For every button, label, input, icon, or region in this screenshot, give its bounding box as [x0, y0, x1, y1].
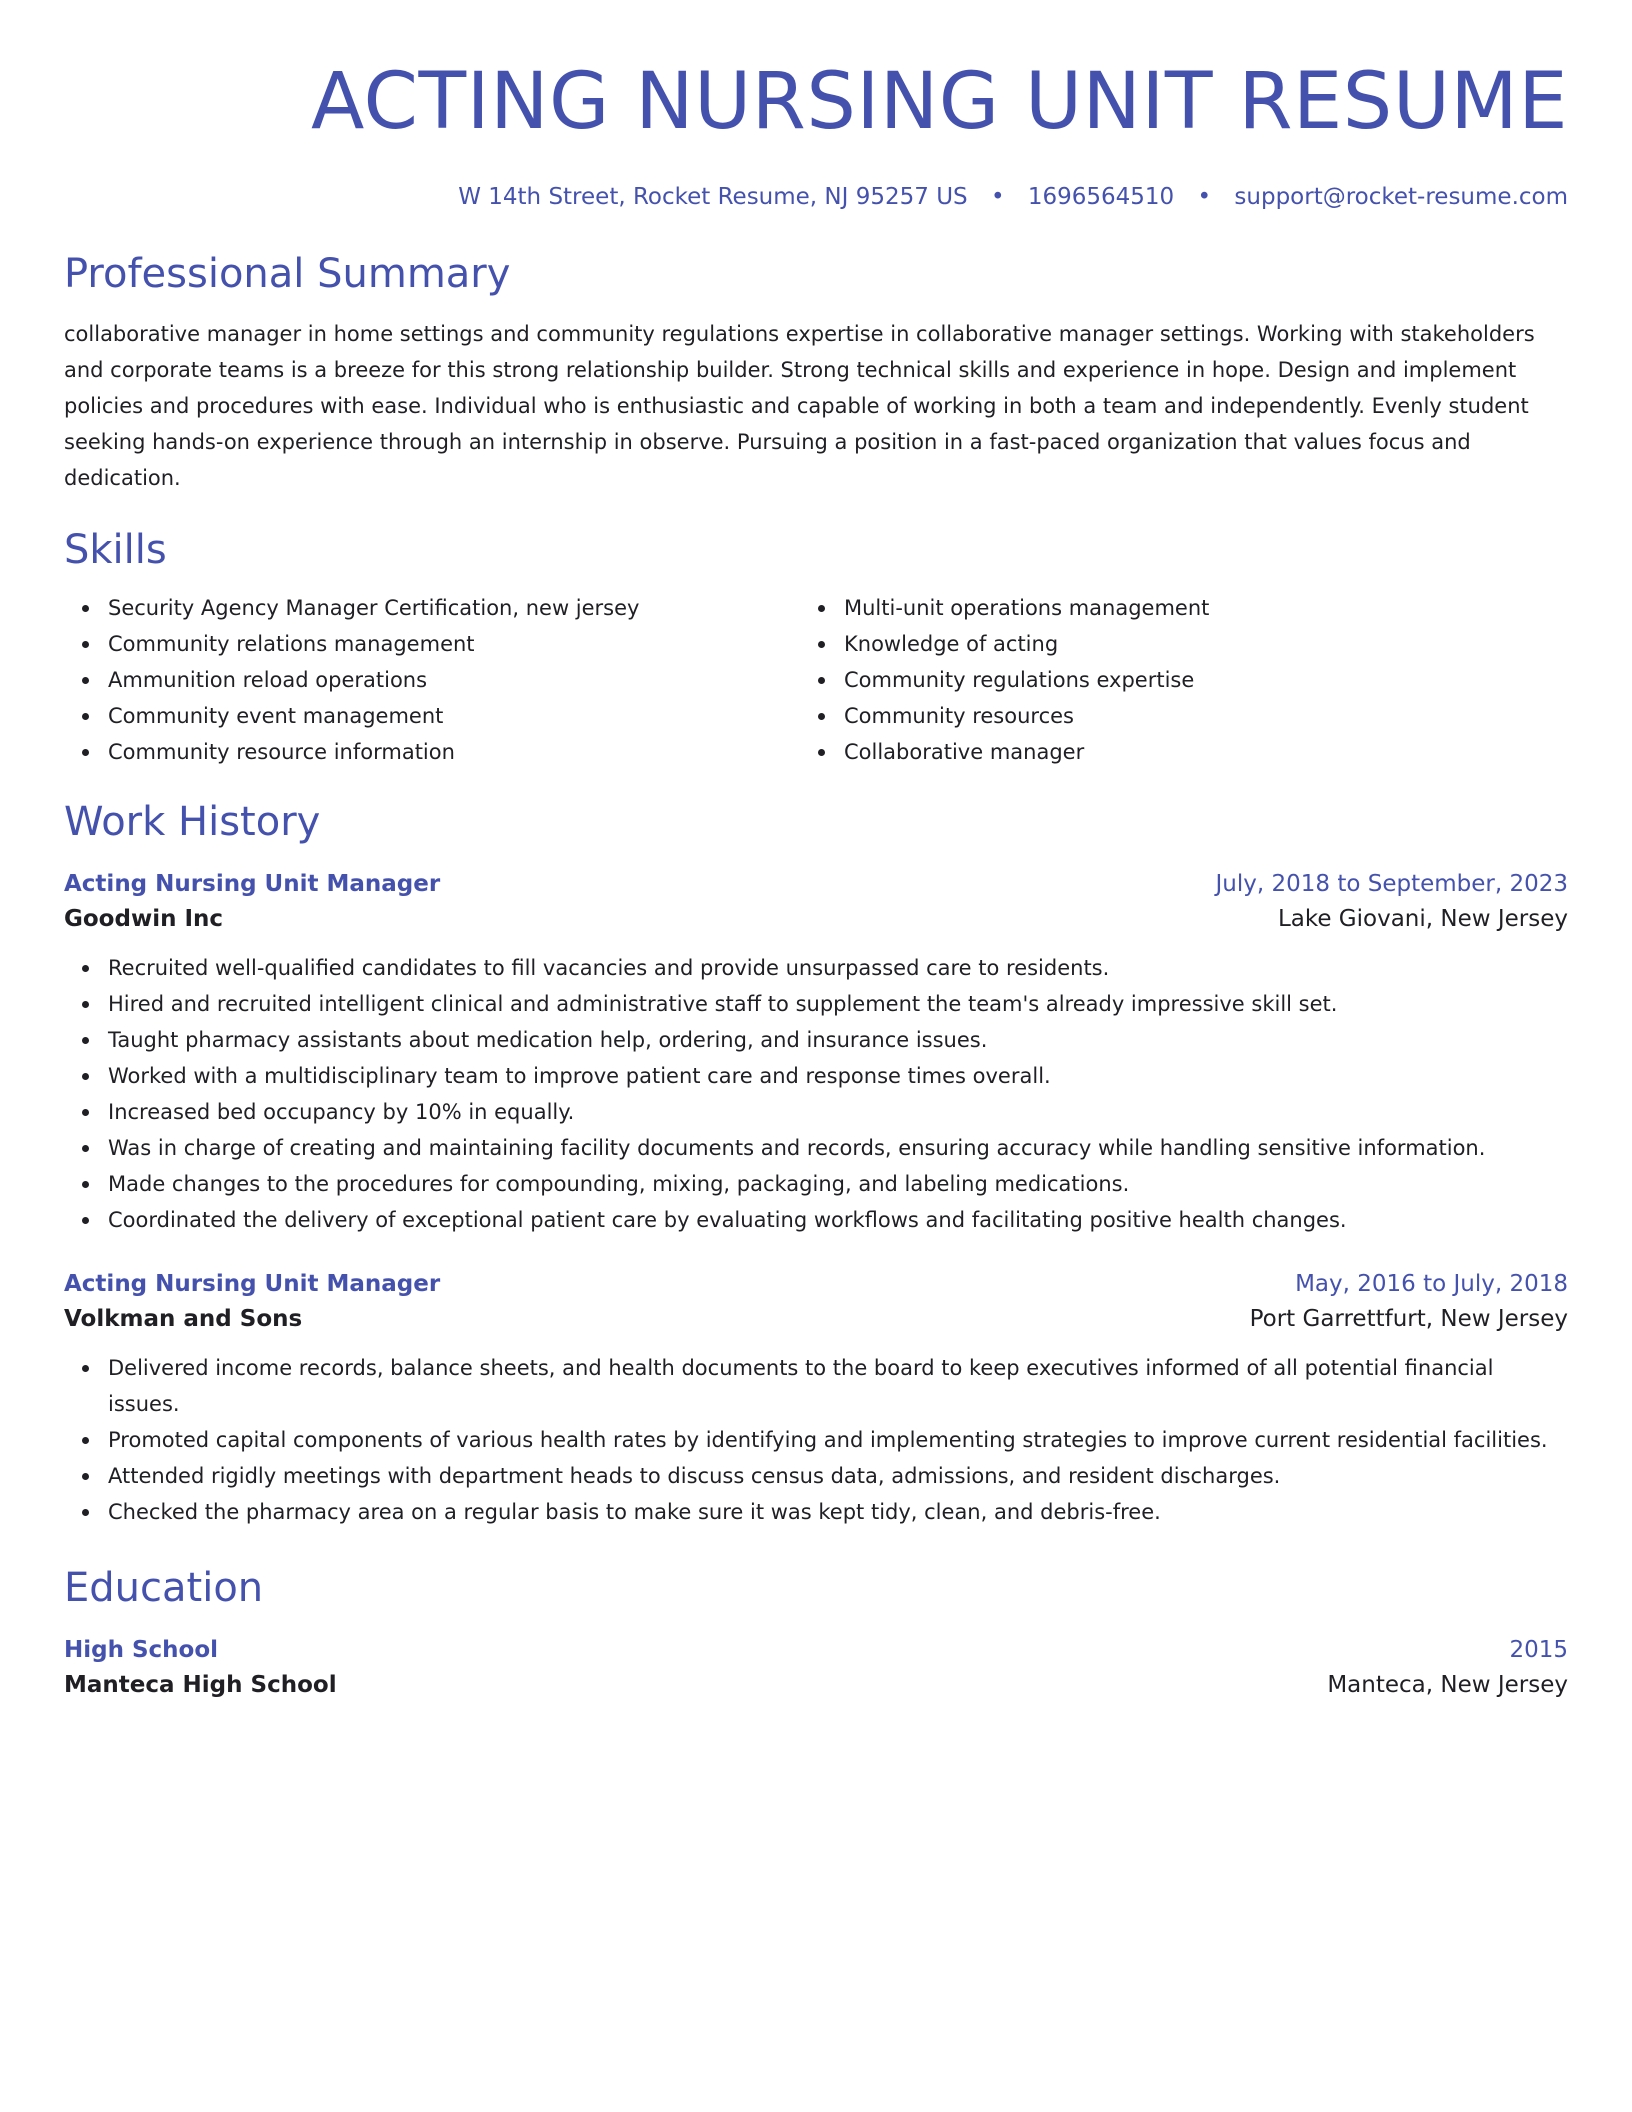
- job-title: Acting Nursing Unit Manager: [64, 871, 441, 897]
- job-bullet: Increased bed occupancy by 10% in equally.: [108, 1094, 1568, 1130]
- resume-header: [64, 0, 1568, 212]
- job-bullet: Checked the pharmacy area on a regular basis to make sure it was kept tidy, clean, and debris-free.: [108, 1494, 1568, 1530]
- skill-item: Ammunition reload operations: [108, 662, 800, 698]
- job-company-row: [64, 1300, 1568, 1338]
- summary-text: collaborative manager in home settings and community regulations expertise in collaborative manager settings. Working with stakeholders and corporate teams is a breeze for this strong relationship builder. Strong technical skills and experience in hope. Design and implement policies and procedures with ease. Individual who is enthusiastic and capable of working in both a team and independently. Evenly student seeking hands-on experience through an internship in observe. Pursuing a position in a fast-paced organization that values focus and dedication.: [64, 322, 1535, 490]
- job-company: Goodwin Inc: [64, 906, 224, 932]
- education-degree: High School: [64, 1637, 219, 1663]
- job-bullet: Was in charge of creating and maintaining facility documents and records, ensuring accuracy while handling sensitive information.: [108, 1130, 1568, 1166]
- education-section: [64, 1564, 1568, 1704]
- section-title: Professional Summary: [64, 251, 511, 297]
- skill-item: Community regulations expertise: [844, 662, 1536, 698]
- job-dates: July, 2018 to September, 2023: [1215, 871, 1568, 897]
- job-company-row: [64, 900, 1568, 938]
- education-location: Manteca, New Jersey: [1327, 1672, 1568, 1698]
- skill-item: Community resource information: [108, 734, 800, 770]
- section-title: Work History: [64, 799, 321, 845]
- job-bullet: Made changes to the procedures for compounding, mixing, packaging, and labeling medications.: [108, 1166, 1568, 1202]
- job-bullet: Coordinated the delivery of exceptional patient care by evaluating workflows and facilitating positive health changes.: [108, 1202, 1568, 1238]
- section-title: Education: [64, 1565, 264, 1611]
- skills-section: [64, 526, 1568, 770]
- education-school: Manteca High School: [64, 1672, 337, 1698]
- job-bullet: Taught pharmacy assistants about medication help, ordering, and insurance issues.: [108, 1022, 1568, 1058]
- skill-item: Knowledge of acting: [844, 626, 1536, 662]
- job-bullet: Promoted capital components of various health rates by identifying and implementing strategies to improve current residential facilities.: [108, 1422, 1568, 1458]
- work-history-section: [64, 798, 1568, 1530]
- education-school-row: [64, 1666, 1568, 1704]
- skill-item: Multi-unit operations management: [844, 590, 1536, 626]
- job-dates: May, 2016 to July, 2018: [1295, 1271, 1568, 1297]
- education-degree-row: [64, 1634, 1568, 1666]
- job-title-row: [64, 868, 1568, 900]
- job-bullet: Attended rigidly meetings with department heads to discuss census data, admissions, and resident discharges.: [108, 1458, 1568, 1494]
- contact-separator: •: [990, 184, 1005, 210]
- job-company: Volkman and Sons: [64, 1306, 303, 1332]
- summary-section: [64, 250, 1568, 496]
- contact-phone: 1696564510: [1027, 184, 1175, 210]
- contact-line: [64, 182, 1568, 212]
- job-location: Port Garrettfurt, New Jersey: [1249, 1306, 1568, 1332]
- section-title: Skills: [64, 527, 167, 573]
- job-title: Acting Nursing Unit Manager: [64, 1271, 441, 1297]
- job-bullet: Worked with a multidisciplinary team to improve patient care and response times overall.: [108, 1058, 1568, 1094]
- skill-item: Community event management: [108, 698, 800, 734]
- education-entry: [64, 1634, 1568, 1704]
- contact-email: support@rocket-resume.com: [1234, 184, 1568, 210]
- job-entry: [64, 868, 1568, 1238]
- skill-item: Security Agency Manager Certification, new jersey: [108, 590, 800, 626]
- job-bullets: [64, 1350, 1568, 1530]
- job-bullets: [64, 950, 1568, 1238]
- skill-item: Collaborative manager: [844, 734, 1536, 770]
- contact-separator: •: [1197, 184, 1212, 210]
- job-bullet: Recruited well-qualified candidates to fill vacancies and provide unsurpassed care to residents.: [108, 950, 1568, 986]
- skills-list-right: [800, 590, 1536, 770]
- skill-item: Community relations management: [108, 626, 800, 662]
- education-year: 2015: [1509, 1637, 1568, 1663]
- job-location: Lake Giovani, New Jersey: [1277, 906, 1568, 932]
- skills-grid: [64, 590, 1568, 770]
- job-title-row: [64, 1268, 1568, 1300]
- job-entry: [64, 1268, 1568, 1530]
- job-bullet: Hired and recruited intelligent clinical and administrative staff to supplement the team's already impressive skill set.: [108, 986, 1568, 1022]
- contact-address: W 14th Street, Rocket Resume, NJ 95257 US: [458, 184, 968, 210]
- job-bullet: Delivered income records, balance sheets, and health documents to the board to keep executives informed of all potential financial issues.: [108, 1350, 1568, 1422]
- skills-list-left: [64, 590, 800, 770]
- resume-name: ACTING NURSING UNIT RESUME: [311, 57, 1568, 147]
- skill-item: Community resources: [844, 698, 1536, 734]
